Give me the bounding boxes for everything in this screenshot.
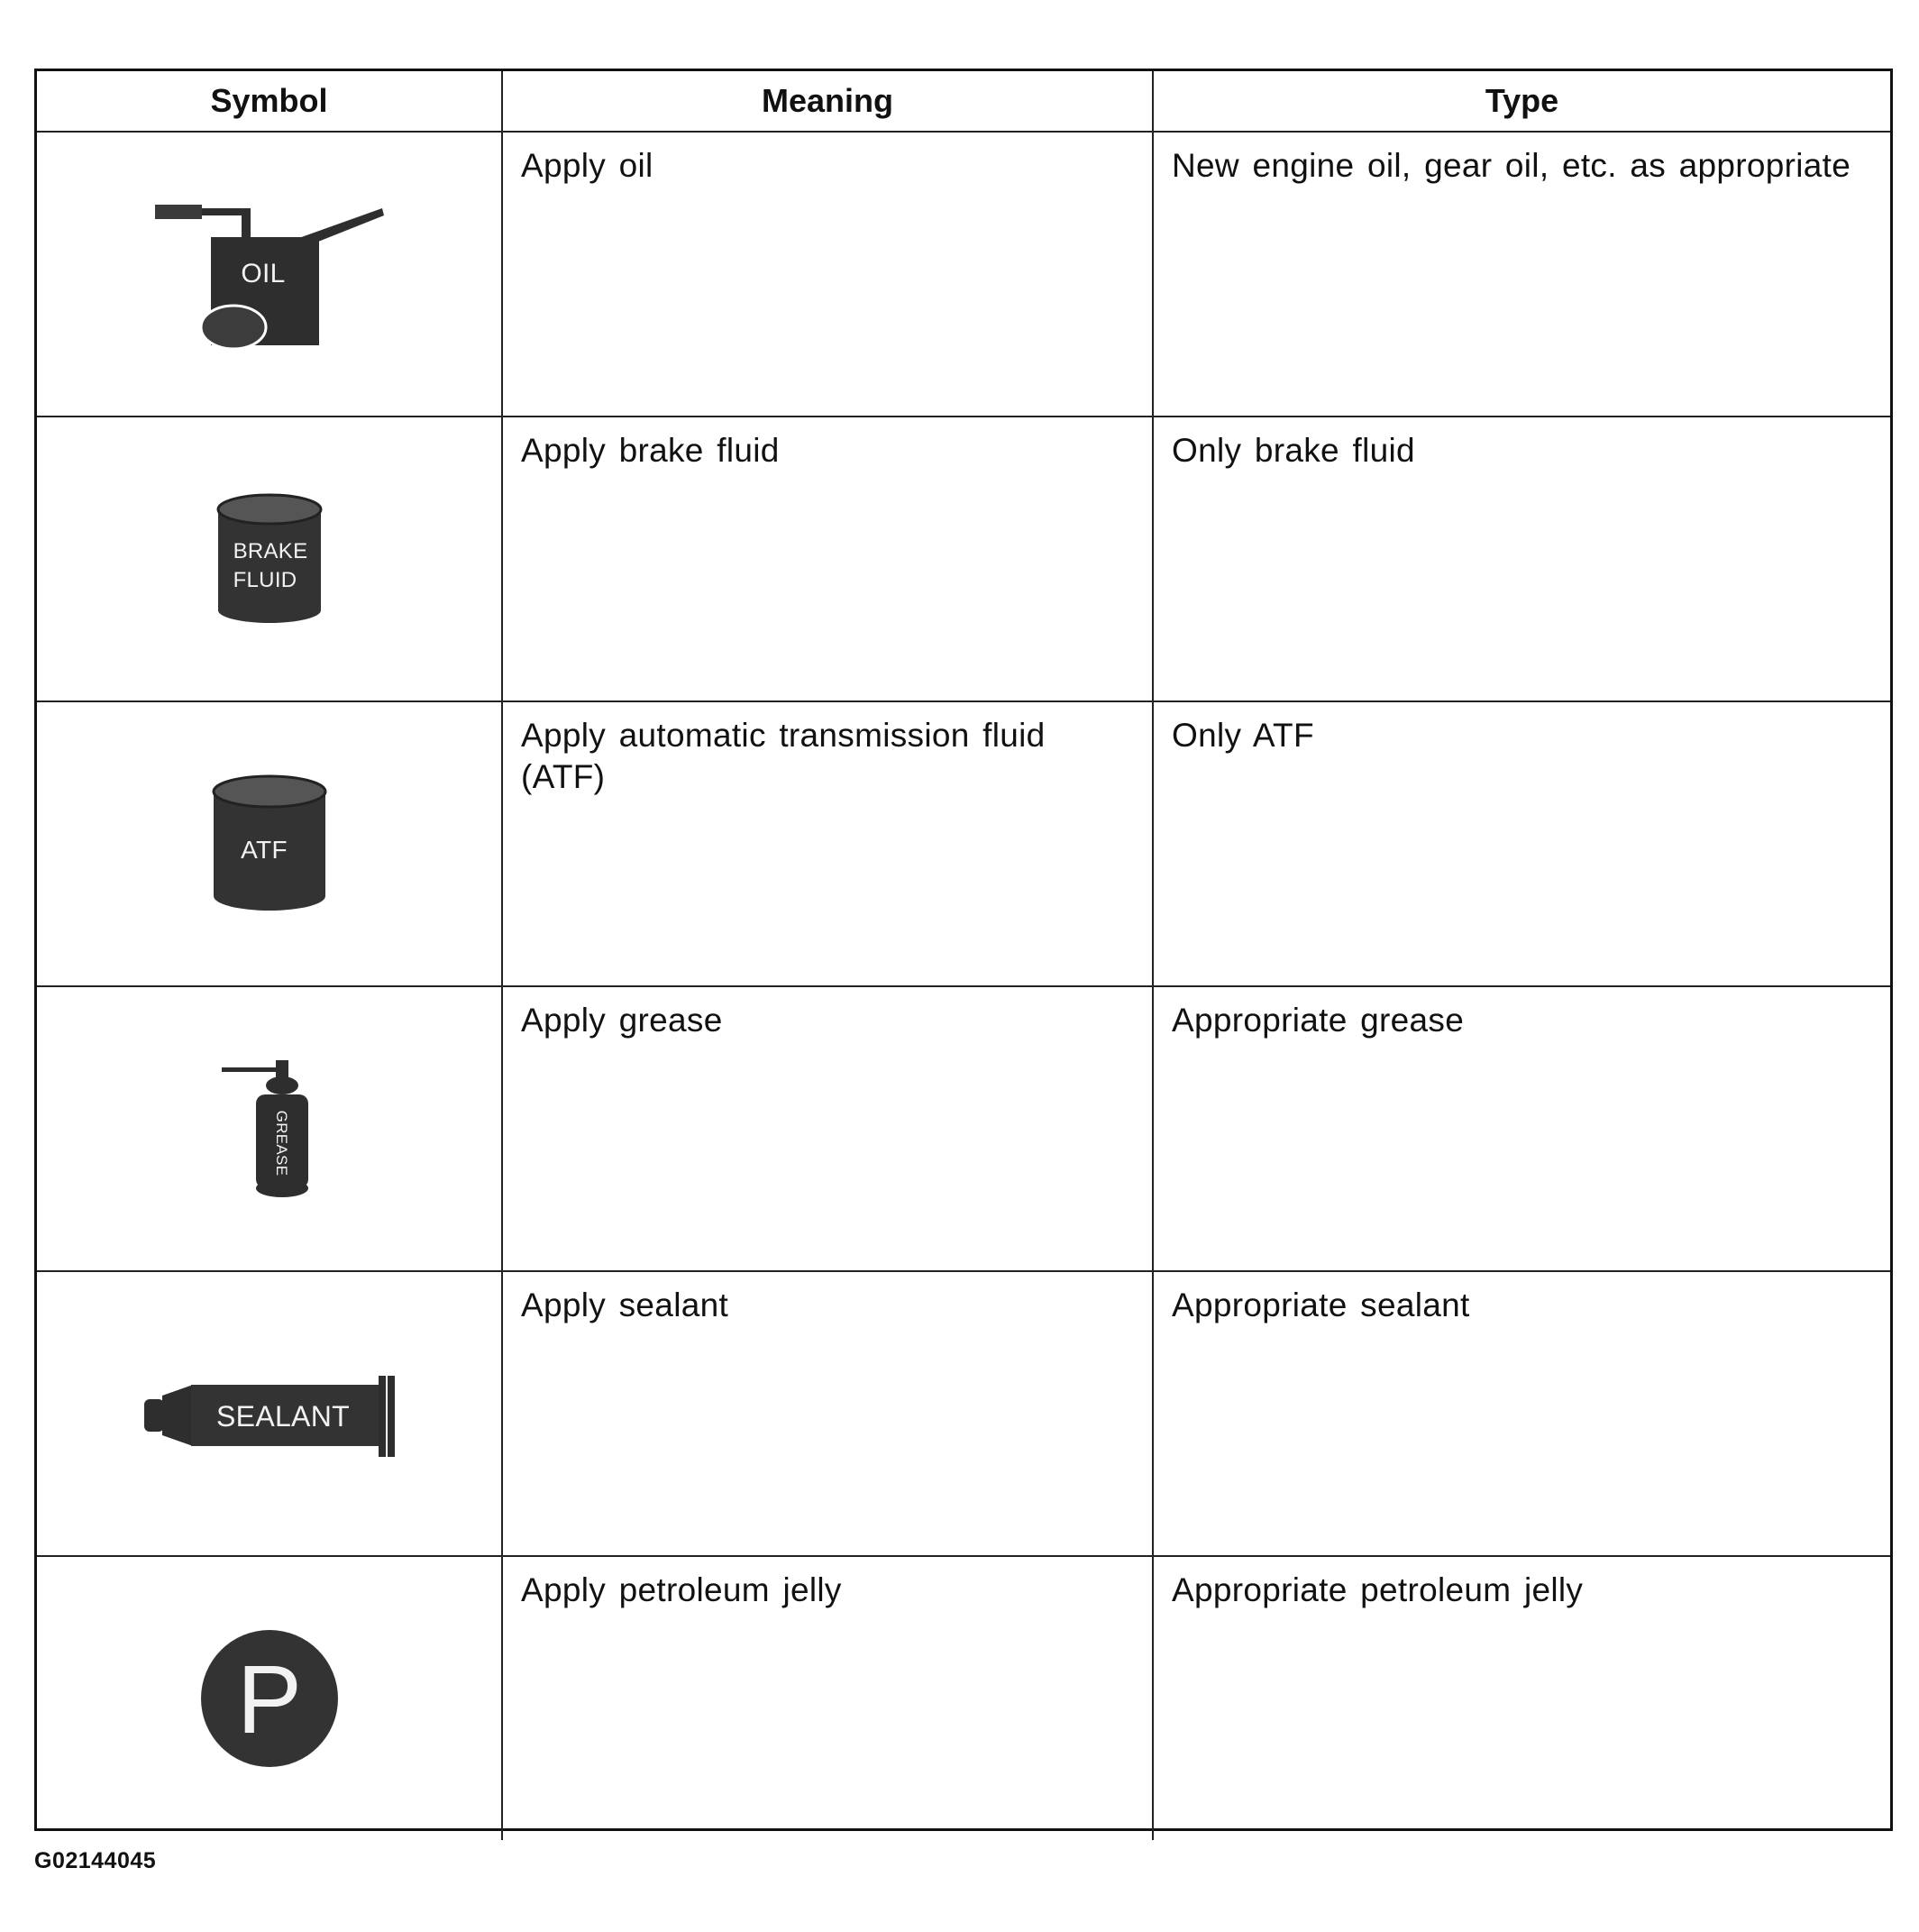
grease-gun-icon	[220, 1057, 319, 1201]
lubricant-symbol-table-frame	[34, 69, 1893, 1831]
petroleum-jelly-icon	[197, 1626, 342, 1771]
atf-can-icon	[206, 772, 333, 916]
sealant-tube-icon	[139, 1369, 400, 1459]
type-cell: Appropriate sealant	[1153, 1271, 1890, 1556]
meaning-cell: Apply petroleum jelly	[502, 1556, 1153, 1840]
table-row	[37, 986, 1890, 1271]
meaning-cell: Apply automatic transmission fluid (ATF)	[502, 701, 1153, 986]
symbol-cell	[37, 701, 502, 986]
oil-can-icon	[148, 197, 391, 351]
grease-icon-label: GREASE	[272, 1110, 290, 1177]
type-cell: Only ATF	[1153, 701, 1890, 986]
figure-id: G02144045	[34, 1848, 157, 1873]
header-meaning: Meaning	[502, 71, 1153, 132]
brake-icon-label-2: FLUID	[233, 568, 297, 592]
table-row	[37, 1556, 1890, 1840]
brake-icon-label-1: BRAKE	[233, 539, 307, 563]
lubricant-symbol-table	[37, 71, 1890, 1840]
meaning-cell: Apply grease	[502, 986, 1153, 1271]
type-cell: Appropriate grease	[1153, 986, 1890, 1271]
symbol-cell	[37, 1556, 502, 1840]
symbol-cell	[37, 1271, 502, 1556]
sealant-icon-label: SEALANT	[215, 1400, 350, 1433]
header-type: Type	[1153, 71, 1890, 132]
table-header-row	[37, 71, 1890, 132]
atf-icon-label: ATF	[240, 836, 288, 864]
meaning-cell: Apply sealant	[502, 1271, 1153, 1556]
table-row	[37, 132, 1890, 417]
brake-fluid-can-icon	[211, 491, 328, 627]
symbol-cell	[37, 986, 502, 1271]
header-symbol: Symbol	[37, 71, 502, 132]
type-cell: Only brake fluid	[1153, 417, 1890, 701]
meaning-cell: Apply brake fluid	[502, 417, 1153, 701]
table-row	[37, 417, 1890, 701]
table-row	[37, 1271, 1890, 1556]
table-row	[37, 701, 1890, 986]
oil-icon-label: OIL	[240, 259, 286, 288]
symbol-cell	[37, 417, 502, 701]
petroleum-jelly-icon-label: P	[236, 1644, 302, 1753]
symbol-cell	[37, 132, 502, 417]
meaning-cell: Apply oil	[502, 132, 1153, 417]
type-cell: New engine oil, gear oil, etc. as appropriate	[1153, 132, 1890, 417]
type-cell: Appropriate petroleum jelly	[1172, 1571, 1584, 1608]
